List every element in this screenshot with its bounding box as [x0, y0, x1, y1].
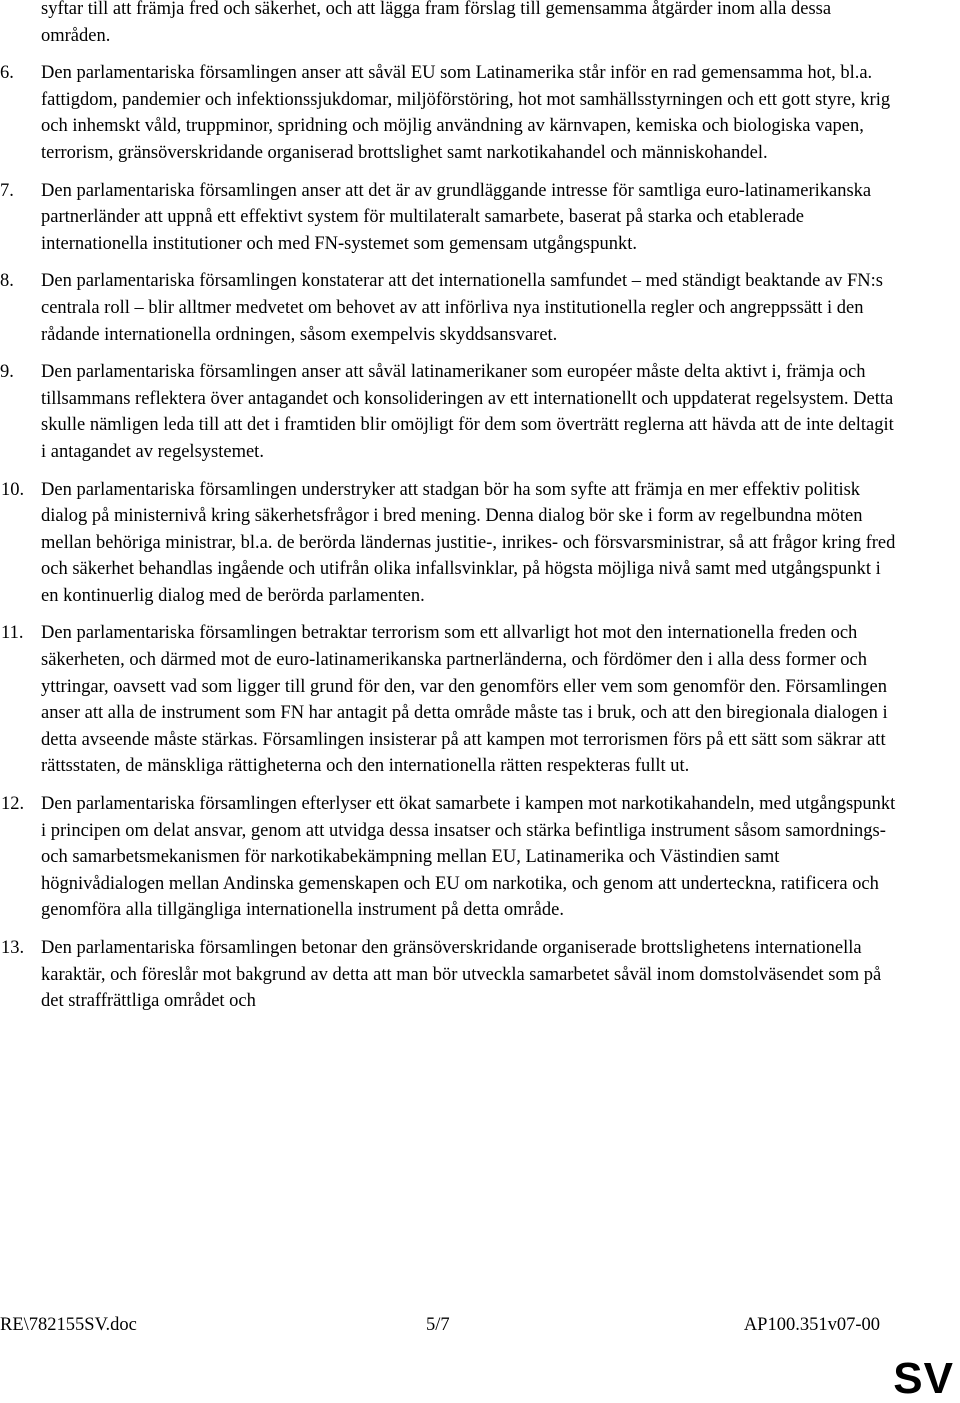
paragraph-6	[0, 60, 900, 166]
page-footer	[0, 1311, 880, 1339]
paragraph-continuation	[0, 0, 900, 49]
paragraph-8	[0, 268, 900, 348]
paragraph-text: Den parlamentariska församlingen betraktar terrorism som ett allvarligt hot mot den internationella freden och säkerheten, och därmed mot de euro-latinamerikanska partnerländerna, och fördömer den i alla dess former och yttringar, oavsett vad som ligger till grund för den, var den genomförs eller vem som genomför den. Församlingen anser att alla de instrument som FN har antagit på detta område måste tas i bruk, och att den biregionala dialogen i detta avseende måste stärkas. Församlingen insisterar på att kampen mot terrorismen förs på ett sätt som säkrar att rättsstaten, de mänskliga rättigheterna och den internationella rätten respekteras fullt ut.	[41, 623, 888, 777]
footer-doc-code: AP100.351v07-00	[743, 1315, 880, 1335]
paragraph-11	[0, 620, 900, 780]
paragraph-text: Den parlamentariska församlingen anser att det är av grundläggande intresse för samtliga euro-latinamerikanska partnerländer att uppnå ett effektivt system för multilateralt samarbete, baserat på starka och etablerade internationella institutioner och med FN-systemet som gemensam utgångspunkt.	[41, 180, 872, 254]
paragraph-text: Den parlamentariska församlingen betonar den gränsöverskridande organiserade brottslighetens internationella karaktär, och föreslår mot bakgrund av detta att man bör utveckla samarbetet såväl inom domstolväsendet som på det straffrättliga området och	[41, 938, 882, 1012]
paragraph-12	[0, 791, 900, 924]
footer-doc-ref: RE\782155SV.doc	[0, 1315, 137, 1335]
paragraph-number: 12.	[1, 794, 25, 815]
paragraph-text: Den parlamentariska församlingen konstaterar att det internationella samfundet – med ständigt beaktande av FN:s centrala roll – blir alltmer medvetet om behovet av att införliva nya institutionella regler och angreppssätt i den rådande internationella ordningen, såsom exempelvis skyddsansvaret.	[41, 271, 883, 345]
paragraph-number: 7.	[0, 180, 14, 201]
paragraph-9	[0, 359, 900, 465]
paragraph-text: Den parlamentariska församlingen anser att såväl latinamerikaner som européer måste delta aktivt i, främja och tillsammans reflektera över antagandet och konsolideringen av ett internationellt och uppdaterat regelsystem. Detta skulle nämligen leda till att det i framtiden blir omöjligt för dem som överträtt reglerna att hävda att de inte deltagit i antagandet av regelsystemet.	[41, 362, 894, 462]
paragraph-10	[0, 477, 900, 610]
paragraph-number: 9.	[0, 362, 14, 383]
paragraph-text: Den parlamentariska församlingen understryker att stadgan bör ha som syfte att främja en mer effektiv politisk dialog på ministernivå kring säkerhetsfrågor i bred mening. Denna dialog bör ske i form av regelbundna möten mellan behöriga ministrar, bl.a. de berörda ländernas justitie-, inrikes- och försvarsministrar, så att frågor kring fred och säkerhet behandlas ingående och utifrån olika infallsvinklar, på högsta möjliga nivå samt med utgångspunkt i en kontinuerlig dialog med de berörda parlamenten.	[41, 479, 896, 606]
paragraph-number: 10.	[1, 479, 25, 500]
paragraph-7	[0, 178, 900, 258]
paragraph-13	[0, 935, 900, 1015]
paragraph-number: 6.	[0, 63, 14, 84]
paragraph-text: Den parlamentariska församlingen anser att såväl EU som Latinamerika står inför en rad gemensamma hot, bl.a. fattigdom, pandemier och infektionssjukdomar, miljöförstöring, hot mot samhällsstyrningen och ett gott styre, krig och inhemskt våld, truppminor, spridning och möjlig användning av kärnvapen, kemiska och biologiska vapen, terrorism, gränsöverskridande organiserad brottslighet samt narkotikahandel och människohandel.	[41, 63, 891, 163]
paragraph-number: 13.	[1, 938, 25, 958]
paragraph-number: 8.	[0, 271, 14, 292]
paragraph-text: syftar till att främja fred och säkerhet, och att lägga fram förslag till gemensamma åtgärder inom alla dessa områden.	[41, 0, 832, 46]
paragraph-text: Den parlamentariska församlingen efterlyser ett ökat samarbete i kampen mot narkotikahandeln, med utgångspunkt i principen om delat ansvar, genom att utvidga dessa insatser och stärka befintliga instrument såsom samordnings- och samarbetsmekanismen för narkotikabekämpning mellan EU, Latinamerika och Västindien samt högnivådialogen mellan Andinska gemenskapen och EU om narkotika, och genom att underteckna, ratificera och genomföra alla tillgängliga internationella instrument på detta område.	[41, 794, 896, 921]
paragraph-number: 11.	[1, 623, 24, 644]
footer-page-number: 5/7	[426, 1315, 450, 1335]
language-badge: SV	[893, 1354, 954, 1403]
